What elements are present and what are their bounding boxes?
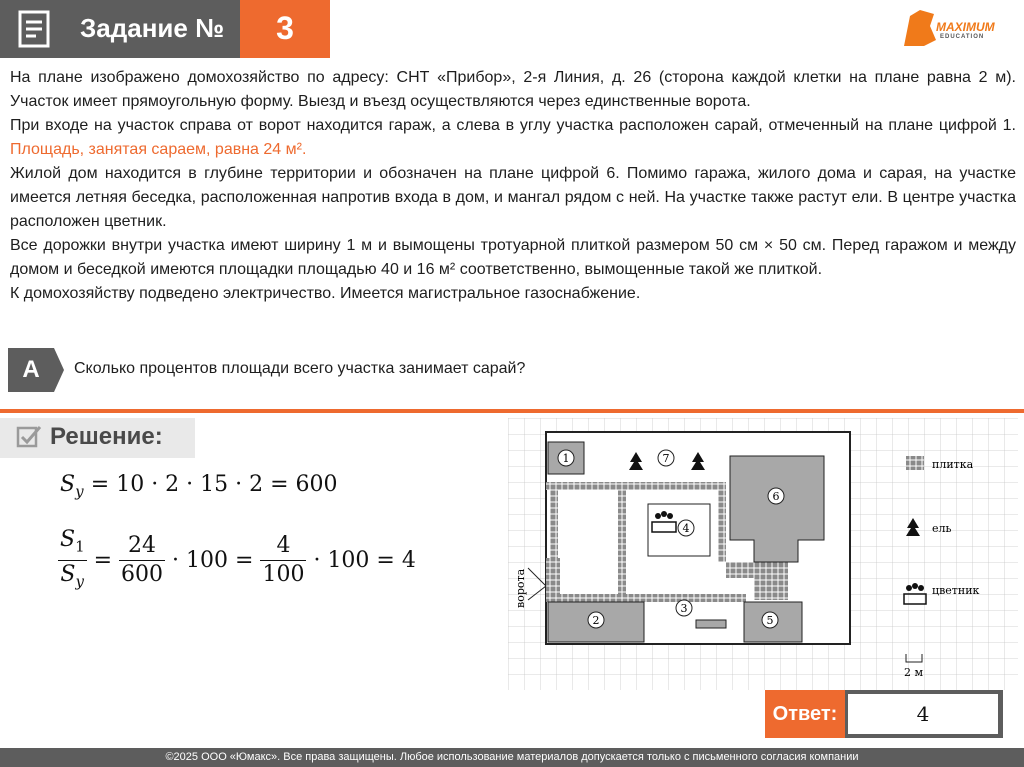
- label-7: 7: [662, 452, 670, 465]
- label-6: 6: [772, 490, 780, 503]
- label-4: 4: [682, 522, 690, 535]
- task-paragraph-2: [10, 114, 1016, 162]
- question-letter: А: [8, 348, 54, 392]
- logo: [900, 6, 1020, 52]
- task-paragraph-4: Все дорожки внутри участка имеют ширину 1 м и вымощены тротуарной плиткой размером 50 см × 50 см. Перед гаражом и между домом и беседкой имеются площадки площадью 40 и 16 м² соответственно, вымощенные такой же плиткой.: [10, 237, 1016, 278]
- formula-percent: $\frac{S_1}{S_у}$ = $\frac{24}{600}$ · 100 = $\frac{4}{100}$ · 100 = 4: [58, 526, 416, 596]
- path-tile: [546, 594, 746, 602]
- fraction-4-100: $\frac{4}{100}$: [262, 533, 305, 588]
- legend-flowerbed-label: цветник: [932, 584, 980, 597]
- logo-subtext: EDUCATION: [940, 34, 985, 40]
- page-title: Задание №: [80, 13, 225, 43]
- legend-tile-swatch: [906, 456, 924, 470]
- task-paragraph-3: Жилой дом находится в глубине территории и обозначен на плане цифрой 6. Помимо гаража, жилого дома и сарая, на участке имеется летняя беседка, расположенная напротив входа в дом, и мангал рядом с ней. На участке также растут ели. В центре участка расположен цветник.: [10, 165, 1016, 230]
- header: [0, 0, 1024, 58]
- task-paragraph-2-text: При входе на участок справа от ворот находится гараж, а слева в углу участка расположен сарай, отмеченный на плане цифрой 1.: [10, 117, 1016, 134]
- logo-icon: [900, 6, 940, 50]
- task-number: 3: [276, 10, 294, 46]
- document-icon: [16, 10, 56, 48]
- fraction-24-600: $\frac{24}{600}$: [121, 533, 164, 588]
- fraction-s1-sy: $\frac{S_1}{S_у}$: [60, 527, 85, 591]
- label-5: 5: [766, 614, 774, 627]
- task-paragraph-5: К домохозяйству подведено электричество. Имеется магистральное газоснабжение.: [10, 285, 641, 302]
- label-2: 2: [592, 614, 600, 627]
- platform-tile: [726, 562, 786, 578]
- path-tile: [618, 482, 626, 602]
- question-text: Сколько процентов площади всего участка занимает сарай?: [74, 360, 526, 377]
- answer-label: Ответ:: [772, 703, 838, 725]
- path-tile: [546, 482, 726, 490]
- object-3: [696, 620, 726, 628]
- task-text: [10, 66, 1016, 306]
- highlighted-condition: Площадь, занятая сараем, равна 24 м².: [10, 141, 307, 158]
- checkbox-icon: [16, 424, 42, 450]
- label-3: 3: [680, 602, 688, 615]
- gate-label: ворота: [514, 568, 527, 608]
- formula-area: $S_у = 10 \cdot 2 \cdot 15 \cdot 2 = 600$: [60, 472, 338, 501]
- path-tile: [546, 558, 560, 602]
- legend-tile-label: плитка: [932, 458, 974, 471]
- path-tile: [718, 482, 726, 562]
- label-1: 1: [562, 452, 570, 465]
- question-letter-arrow: [54, 348, 64, 392]
- solution-title: Решение:: [50, 423, 163, 450]
- legend-tree-label: ель: [932, 522, 952, 535]
- formula-area-rhs: = 10 · 2 · 15 · 2 = 600: [90, 472, 338, 497]
- footer: ©2025 ООО «Юмакс». Все права защищены. Любое использование материалов допускается только с письменного согласия компании: [0, 748, 1024, 767]
- logo-text: MAXIMUM: [936, 20, 995, 34]
- answer-field[interactable]: 4: [848, 694, 998, 734]
- scale-label: 2 м: [904, 666, 924, 679]
- divider: [0, 409, 1024, 413]
- site-plan: [508, 418, 1018, 690]
- task-paragraph-1: На плане изображено домохозяйство по адресу: СНТ «Прибор», 2-я Линия, д. 26 (сторона каждой клетки на плане равна 2 м). Участок имеет прямоугольную форму. Выезд и въезд осуществляются через единственные ворота.: [10, 69, 1016, 110]
